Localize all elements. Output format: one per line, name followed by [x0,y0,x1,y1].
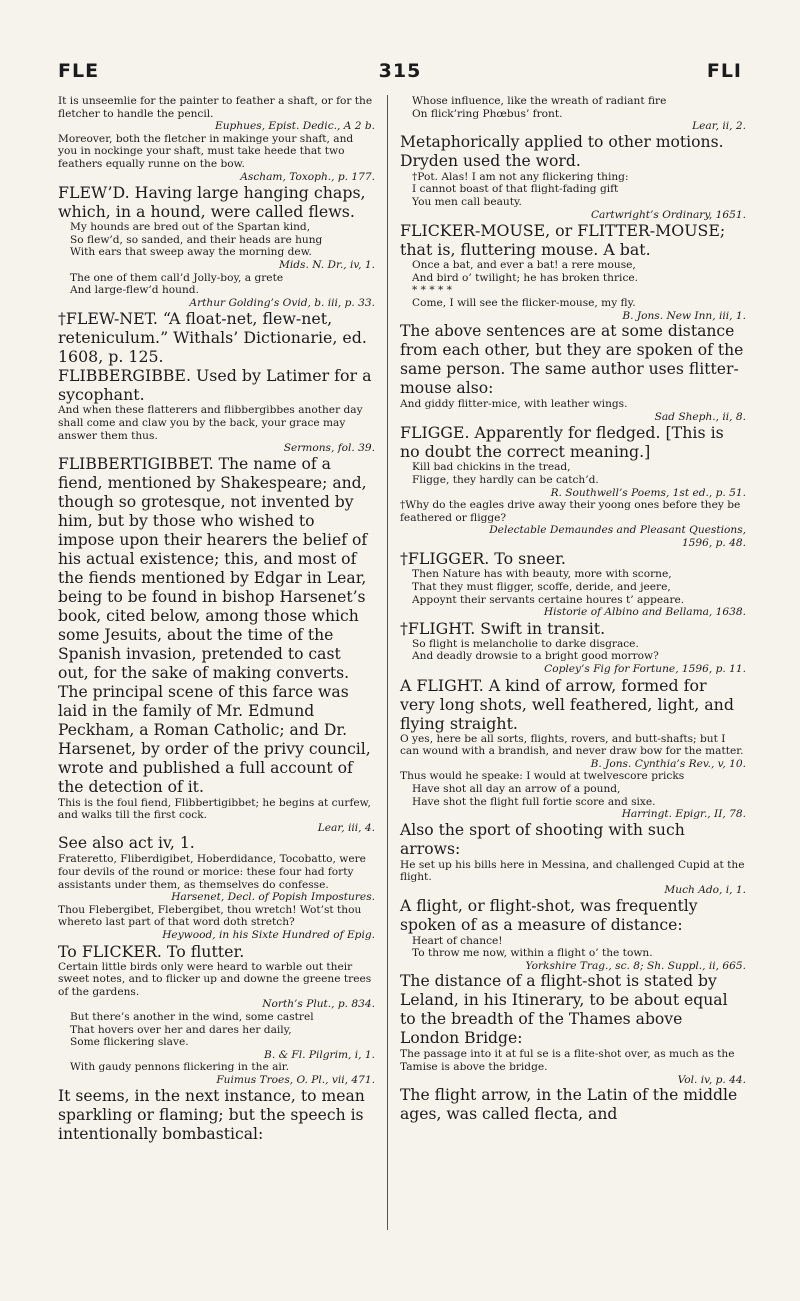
page-header [0,60,800,84]
citation: Heywood, in his Sixte Hundred of Epig. [162,929,375,942]
verse-line: You men call beauty. [412,195,522,208]
cross-reference: See also act iv, 1. [58,834,195,853]
citation: Yorkshire Trag., sc. 8; Sh. Suppl., ii, 665. [525,959,746,972]
citation: Historie of Albino and Bellama, 1638. [543,606,746,619]
running-head-right: FLI [706,60,742,82]
verse-line: So flight is melancholie to darke disgrace. [412,637,639,650]
citation: Fuimus Troes, O. Pl., vii, 471. [216,1073,375,1086]
right-column [400,95,746,1124]
quotation: O yes, here be all sorts, flights, rovers, and butt-shafts; but I can wound with a brandish, and never draw bow for the matter. [400,732,744,758]
verse-line: Have shot the flight full fortie score and sixe. [412,795,656,808]
page-number: 315 [378,60,422,82]
verse-line: And bird o’ twilight; he has broken thrice. [412,271,639,284]
verse-line: With gaudy pennons flickering in the air. [70,1061,290,1074]
citation: Euphues, Epist. Dedic., A 2 b. [215,120,375,133]
citation: Harsenet, Decl. of Popish Impostures. [171,891,375,904]
verse-line: Once a bat, and ever a bat! a rere mouse, [412,259,636,272]
citation: 1596, p. 48. [681,536,746,549]
commentary: The above sentences are at some distance from each other, but they are spoken of the same person. The same author uses flitter-mouse also: [400,322,744,398]
verse-line: Fligge, they hardly can be catch’d. [412,473,599,486]
citation: Much Ado, i, 1. [664,883,746,896]
quotation: It is unseemlie for the painter to feather a shaft, or for the fletcher to handle the pencil. [58,95,373,120]
verse-line: Appoynt their servants certaine houres t’ appeare. [412,593,685,606]
quotation: †Why do the eagles drive away their yoong ones before they be feathered or fligge? [400,499,741,524]
verse-line: The one of them call’d Jolly-boy, a grete [70,271,284,284]
verse-line: That they must fligger, scoffe, deride, and jeere, [412,581,671,594]
commentary: The distance of a flight-shot is stated by Leland, in his Itinerary, to be about equal to the breadth of the Thames above London Bridge: [400,972,728,1048]
verse-line: Then Nature has with beauty, more with scorne, [412,568,672,581]
verse-line: My hounds are bred out of the Spartan kind, [70,221,311,234]
verse-line: With ears that sweep away the morning dew. [70,246,312,259]
verse-line: On flick’ring Phœbus’ front. [412,107,563,120]
verse-line: And large-flew’d hound. [70,284,199,297]
citation: Vol. iv, p. 44. [677,1073,746,1086]
entry-to-flicker: To FLICKER. To flutter. [58,941,245,961]
quotation: This is the foul fiend, Flibbertigibbet; he begins at curfew, and walks till the first cock. [58,796,371,822]
verse-line: That hovers over her and dares her daily, [70,1023,292,1036]
verse-line: And giddy flitter-mice, with leather wings. [400,398,628,411]
citation: B. & Fl. Pilgrim, i, 1. [264,1048,375,1061]
running-head-left: FLE [58,60,100,82]
left-column [58,95,375,1144]
citation: Sad Sheph., ii, 8. [654,410,746,423]
citation: Copley’s Fig for Fortune, 1596, p. 11. [544,663,746,676]
citation: Cartwright’s Ordinary, 1651. [590,208,746,221]
column-divider [387,95,388,1230]
commentary: It seems, in the next instance, to mean sparkling or flaming; but the speech is intentionally bombastical: [58,1086,365,1143]
verse-line: Come, I will see the flicker-mouse, my fly. [412,296,636,309]
entry-fligge: FLIGGE. Apparently for fledged. [This is no doubt the correct meaning.] [400,423,724,462]
citation: B. Jons. New Inn, iii, 1. [622,309,746,322]
quotation: And when these flatterers and flibbergibbes another day shall come and claw you by the back, your grace may answer them thus. [58,404,363,442]
quotation: Moreover, both the fletcher in makinge your shaft, and you in nockinge your shaft, must take heede that two feathers equally runne on the bow. [58,132,354,170]
citation: R. Southwell’s Poems, 1st ed., p. 51. [550,486,746,499]
verse-line: But there’s another in the wind, some castrel [70,1011,314,1023]
citation: Lear, ii, 2. [692,120,746,133]
verse-line: And deadly drowsie to a bright good morrow? [412,650,659,663]
quotation: Thou Flebergibet, Flebergibet, thou wretch! Wot’st thou whereto last part of that word doth stretch? [58,903,362,929]
entry-flight-transit: †FLIGHT. Swift in transit. [400,618,606,638]
verse-line: Heart of chance! [412,934,503,947]
quotation: Certain little birds only were heard to warble out their sweet notes, and to flicker up and downe the greene trees of the gardens. [58,960,372,998]
entry-flicker-mouse: FLICKER-MOUSE, or FLITTER-MOUSE; that is, fluttering mouse. A bat. [400,221,726,260]
entry-a-flight: A FLIGHT. A kind of arrow, formed for very long shots, well feathered, light, and flying straight. [400,675,734,733]
entry-fligger: †FLIGGER. To sneer. [400,549,566,569]
verse-line: Kill bad chickins in the tread, [412,461,571,474]
verse-line: Whose influence, like the wreath of radiant fire [412,95,667,107]
entry-flibbertigibbet: FLIBBERTIGIBBET. The name of a fiend, mentioned by Shakespeare; and, though so grotesque, not invented by him, but by those who wished to impose upon their hearers the belief of his actual existence; this, and most of the fiends mentioned by Edgar in Lear, being to be found in bishop Harsenet’s book, cited below, among those which some Jesuits, about the time of the Spanish invasion, pretended to cast out, for the sake of making converts. The principal scene of this farce was laid in the family of Mr. Edmund Peckham, a Roman Catholic; and Dr. Harsenet, by order of the privy council, wrote and published a full account of the detection of it. [58,454,371,796]
quotation: He set up his bills here in Messina, and challenged Cupid at the flight. [400,858,745,884]
commentary: A flight, or flight-shot, was frequently spoken of as a measure of distance: [400,896,698,934]
citation: Ascham, Toxoph., p. 177. [240,170,375,183]
entry-flew-net: †FLEW-NET. “A float-net, flew-net, reteniculum.” Withals’ Dictionarie, ed. 1608, p. 125. [58,309,367,367]
verse-line: To throw me now, within a flight o’ the town. [412,947,653,960]
citation: Arthur Golding’s Ovid, b. iii, p. 33. [189,296,375,309]
citation: North’s Plut., p. 834. [262,998,375,1011]
quotation: Thus would he speake: I would at twelvescore pricks [400,770,685,783]
verse-line: †Pot. Alas! I am not any flickering thing: [412,170,629,183]
entry-flewd: FLEW’D. Having large hanging chaps, which, in a hound, were called flews. [58,183,366,222]
citation: Delectable Demaundes and Pleasant Questions, [489,524,746,537]
citation: Lear, iii, 4. [317,821,375,834]
commentary: The flight arrow, in the Latin of the middle ages, was called flecta, and [400,1086,738,1124]
verse-line: Have shot all day an arrow of a pound, [412,783,621,795]
ellipsis-stars: * * * * * [412,284,452,297]
verse-line: I cannot boast of that flight-fading gift [412,183,619,196]
verse-line: Some flickering slave. [70,1036,189,1049]
quotation: The passage into it at ful se is a flite-shot over, as much as the Tamise is above the bridge. [400,1048,735,1073]
citation: Harringt. Epigr., II, 78. [621,808,746,821]
commentary: Metaphorically applied to other motions. Dryden used the word. [400,132,724,170]
quotation: Frateretto, Fliberdigibet, Hoberdidance, Tocobatto, were four devils of the round or morice: these four had forty assistants under them, as themselves do confesse. [58,853,366,891]
commentary: Also the sport of shooting with such arrows: [400,820,685,858]
verse-line: So flew’d, so sanded, and their heads are hung [70,233,323,246]
citation: Mids. N. Dr., iv, 1. [279,258,375,271]
citation: Sermons, fol. 39. [283,442,375,455]
entry-flibbergibbe: FLIBBERGIBBE. Used by Latimer for a sycophant. [58,366,372,405]
citation: B. Jons. Cynthia’s Rev., v, 10. [590,757,746,770]
